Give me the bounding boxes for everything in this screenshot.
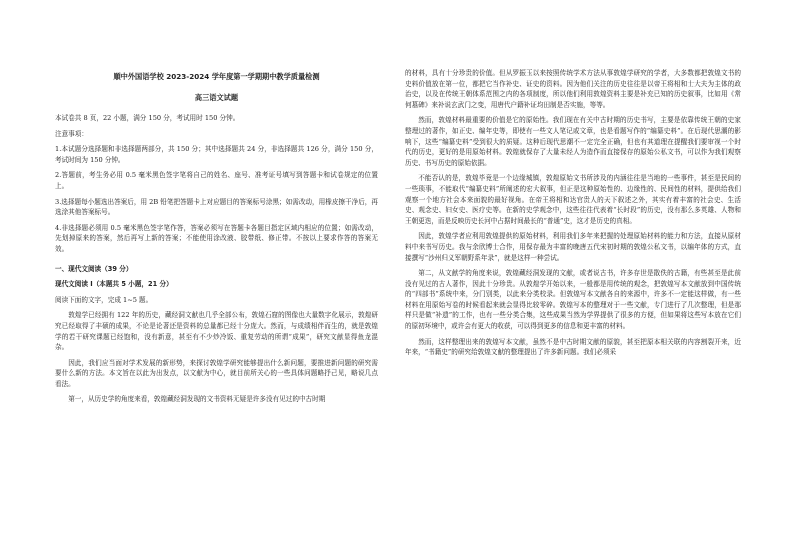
notice-item: 3.选择题每小题选出答案后，用 2B 铅笔把答题卡上对应题目的答案标号涂黑；如需改动，用橡皮擦干净后，再选涂其他答案标号。 xyxy=(55,197,378,217)
left-column xyxy=(55,72,378,558)
notice-item: 2.答题前，考生务必用 0.5 毫米黑色签字笔将自己的姓名、座号、准考证号填写到答题卡和试卷规定的位置上。 xyxy=(55,171,378,190)
notice-item: 1.本试题分选择题和非选择题两部分，共 150 分；其中选择题共 24 分，非选择题共 126 分，满分 150 分，考试时间为 150 分钟。 xyxy=(55,145,378,164)
body-paragraph: 然而，这样整理出来的敦煌写本文献，虽然不是中古时期文献的原貌，甚至把原本相关联的内容割裂开来，近年来，“书籍史”的研究给敦煌文献的整理提出了许多新问题。我们必须采 xyxy=(405,337,741,357)
instruction-text: 阅读下面的文字，完成 1~5 题。 xyxy=(55,295,153,304)
subsection-heading: 现代文阅读 I（本题共 5 小题，21 分） xyxy=(55,280,173,289)
notice-item: 4.非选择题必须用 0.5 毫米黑色签字笔作答，答案必须写在答题卡各题目指定区域内相应的位置；如需改动，先划掉原来的答案，然后再写上新的答案；不能使用涂改液、胶带纸、修正带。不按以上要求作答的答案无效。 xyxy=(55,223,378,253)
body-paragraph: 因此，敦煌学者应利用敦煌提供的原始材料，利用我们多年来把握的处理原始材料的能力和方法，直接从原材料中来书写历史。我与余欣博士合作，用保存最为丰富的晚唐五代宋初时期的敦煌公私文书，以编年体的方式，直接撰写“沙州归义军朝野系年录”，就是这样一种尝试。 xyxy=(405,232,741,262)
exam-header: 順中外国语学校 2023-2024 学年度第一学期期中教学质量检测 xyxy=(113,72,320,81)
body-paragraph: 第一，从历史学的角度来看，敦煌藏经洞发现的文书资料无疑是许多没有见过的中古时期 xyxy=(68,395,326,404)
body-paragraph: 不能否认的是，敦煌毕竟是一个边缘城镇，敦煌原始文书所涉及的内涵往往是当地的一些事件，甚至是民间的一些琐事，不能取代“编纂史料”所阐述的宏大叙事，但正是这种原始性的、边缘性的、民间性的材料，提供给我们观察一个地方社会本来面貌的最好视角。在帝王将相和达官贵人的天下叙述之外，其实有着丰富的社会史、生活史、观念史、妇女史、医疗史等。在新的史学观念中，这些往往代表着“长时段”的历史，没有那么多英雄、人物和王朝更迭，而是反映历史长河中占据时间最长的“普通”史，这才是历史的真相。 xyxy=(405,174,741,225)
body-paragraph: 然而，敦煌材料最重要的价值是它的原始性。我们现在有关中古时期的历史书写，主要是依靠传统王朝的史家整理过的著作，如正史、编年史等，即使有一些文人笔记或文章，也是看题写作的“编纂史料”。在后现代思潮的影响下，这些“编纂史料”受到很大的质疑。这种后现代思潮不一定完全正确，但也有其道理在提醒我们要审视一个时代的历史，更好的是用原始材料。敦煌就保存了大量未经人为造作而直接保存的原始公私文书，可以作为我们观察历史、书写历史的原始依据。 xyxy=(405,116,741,167)
page-title: 高三语文试题 xyxy=(194,93,239,102)
body-paragraph: 因此，我们应当面对学术发展的新形势，来探讨敦煌学研究能够提出什么新问题，要推进新问题的研究需要什么新的方法。本文旨在以此为出发点，以文献为中心，就目前所关心的一些具体问题略抒己见，略说几点看法。 xyxy=(55,358,378,388)
exam-info: 本试卷共 8 页，22 小题，满分 150 分，考试用时 150 分钟。 xyxy=(55,114,240,122)
body-paragraph: 的材料，具有十分珍贵的价值。但从罗振玉以来按照传统学术方法从事敦煌学研究的学者，大多数都把敦煌文书的史料价值放在第一位，都把它当作补史、证史的资料。因为他们关注的历史往往是以帝王将相和士大夫为主体的政治史，以及在传统王朝体系范围之内的各项制度，所以他们利用敦煌资料主要是补充已知的历史叙事，比如用《常何墓碑》来补说玄武门之变，用唐代户籍补证均田制是否实施，等等。 xyxy=(405,69,741,109)
body-paragraph: 第二，从文献学的角度来说，敦煌藏经洞发现的文献，或者说古书，许多存世是散佚的古籍，有些甚至是此前没有见过的古人著作，因此十分珍贵。从敦煌学开始以来，一般都是用传统的观念，把敦煌写本文献放到中国传统的“四部书”系统中来，分门别类，以此来分类校录。但敦煌写本文献各自的来源中，许多不一定能这样做，有一些材料在用原始写卷的时候看起来就会显得比较零碎。敦煌写本的整理对于一些文献，专门进行了几次整理，但是那样只是做“补遗”的工作，也有一些分类合集，这些成果当然为学界提供了很多的方便，但如果将这些写本放在它们的原初环境中，或许会有更大的收获，可以得到更多的信息和更丰富的材料。 xyxy=(405,269,741,331)
right-column xyxy=(405,68,741,558)
body-paragraph: 敦煌学已经拥有 122 年的历史，藏经洞文献也几乎全部公布，敦煌石窟的图像也大量数字化展示，敦煌研究已经取得了丰硕的成果，不论是论著还是资料的总量都已经十分庞大。然而，与成绩相伴而生的，就是敦煌学的若干研究课题已经饱和，没有新意，甚至有不少炒冷饭、重复劳动的所谓“成果”，研究文献显得鱼龙混杂。 xyxy=(55,311,378,352)
section-heading: 一、现代文阅读（39 分） xyxy=(55,264,133,273)
notice-heading: 注意事项： xyxy=(55,129,88,138)
